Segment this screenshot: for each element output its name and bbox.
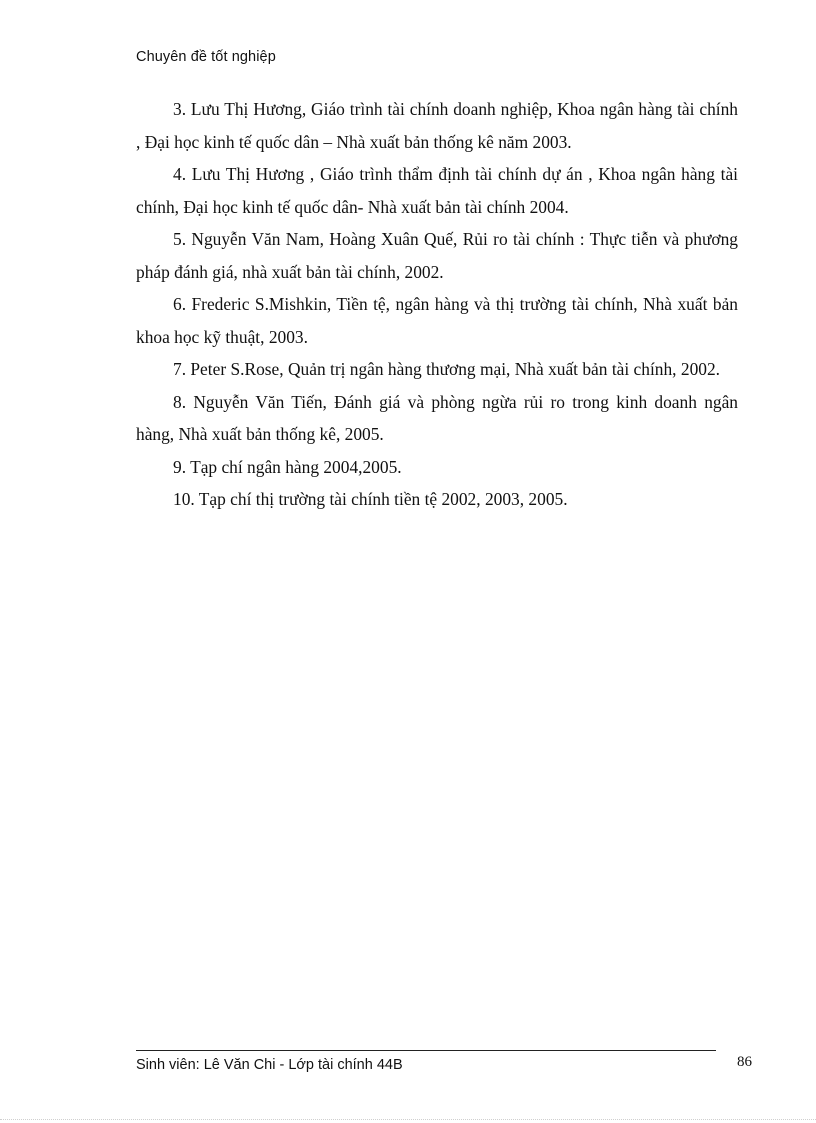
footer-student-info: Sinh viên: Lê Văn Chi - Lớp tài chính 44B (136, 1057, 403, 1073)
reference-item: 5. Nguyễn Văn Nam, Hoàng Xuân Quế, Rủi ro tài chính : Thực tiễn và phương pháp đánh giá, nhà xuất bản tài chính, 2002. (136, 229, 738, 282)
footer-divider (136, 1050, 716, 1051)
reference-item: 4. Lưu Thị Hương , Giáo trình thẩm định tài chính dự án , Khoa ngân hàng tài chính, Đại học kinh tế quốc dân- Nhà xuất bản tài chính 2004. (136, 164, 738, 217)
reference-item: 8. Nguyễn Văn Tiến, Đánh giá và phòng ngừa rủi ro trong kinh doanh ngân hàng, Nhà xuất bản thống kê, 2005. (136, 391, 738, 444)
page-number: 86 (737, 1054, 752, 1070)
page-header: Chuyên đề tốt nghiệp (136, 49, 276, 65)
reference-item: 6. Frederic S.Mishkin, Tiền tệ, ngân hàng và thị trường tài chính, Nhà xuất bản khoa học kỹ thuật, 2003. (136, 294, 738, 347)
reference-item: 10. Tạp chí thị trường tài chính tiền tệ 2002, 2003, 2005. (173, 489, 568, 509)
page-bottom-border (0, 1119, 816, 1120)
reference-item: 7. Peter S.Rose, Quản trị ngân hàng thương mại, Nhà xuất bản tài chính, 2002. (173, 359, 721, 379)
reference-list (136, 93, 738, 516)
reference-item: 3. Lưu Thị Hương, Giáo trình tài chính doanh nghiệp, Khoa ngân hàng tài chính , Đại học kinh tế quốc dân – Nhà xuất bản thống kê năm 2003. (136, 99, 738, 152)
reference-item: 9. Tạp chí ngân hàng 2004,2005. (173, 456, 402, 477)
